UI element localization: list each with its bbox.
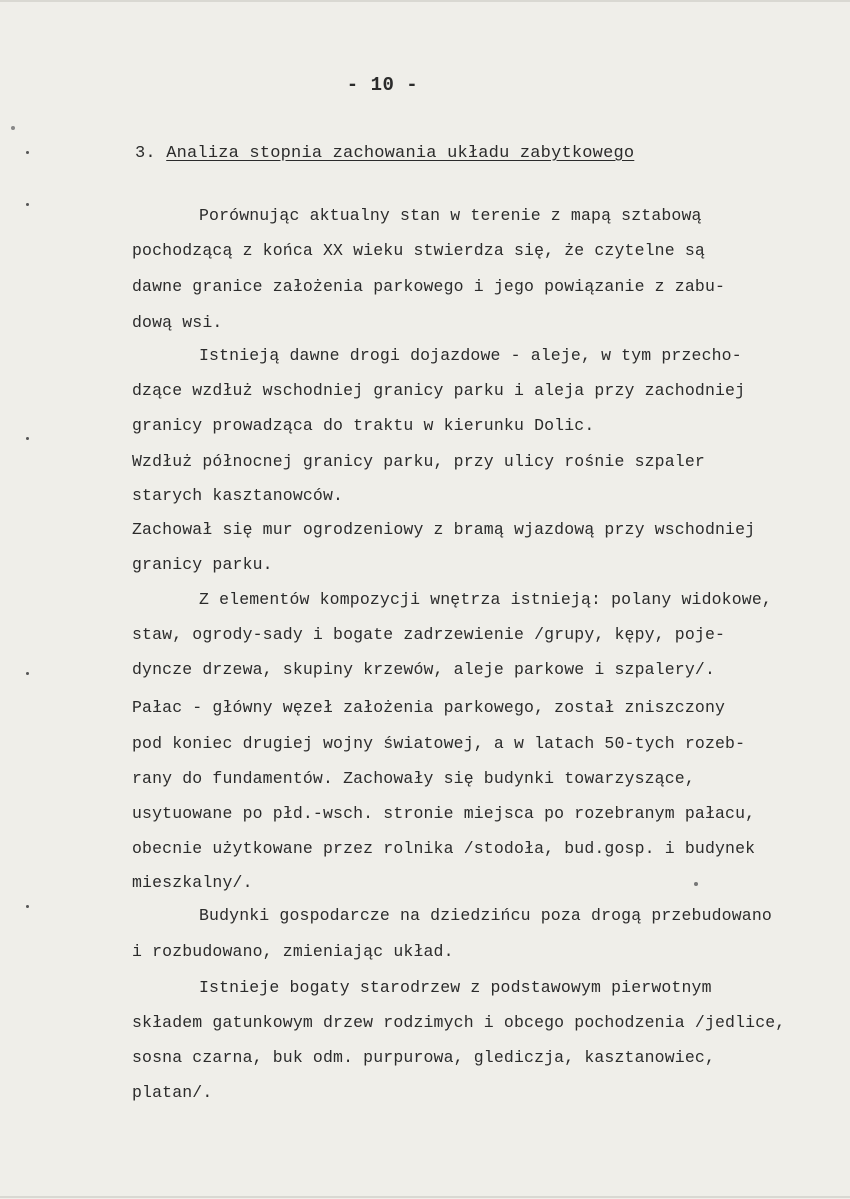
text-line: sosna czarna, buk odm. purpurowa, glediczja, kasztanowiec, xyxy=(132,1048,715,1067)
text-line: platan/. xyxy=(132,1083,213,1102)
text-line: pod koniec drugiej wojny światowej, a w latach 50-tych rozeb- xyxy=(132,734,746,753)
bottom-edge xyxy=(0,1196,850,1198)
top-edge xyxy=(0,0,850,2)
text-line: staw, ogrody-sady i bogate zadrzewienie /grupy, kępy, poje- xyxy=(132,625,726,644)
text-line: dową wsi. xyxy=(132,313,223,332)
text-line: dawne granice założenia parkowego i jego powiązanie z zabu- xyxy=(132,277,726,296)
text-line: usytuowane po płd.-wsch. stronie miejsca po rozebranym pałacu, xyxy=(132,804,756,823)
section-heading xyxy=(135,144,634,163)
scan-speck xyxy=(26,151,29,154)
text-line: Pałac - główny węzeł założenia parkowego, został zniszczony xyxy=(132,698,726,717)
text-line: dzące wzdłuż wschodniej granicy parku i aleja przy zachodniej xyxy=(132,381,746,400)
text-line: Z elementów kompozycji wnętrza istnieją: polany widokowe, xyxy=(199,590,772,609)
section-number: 3. xyxy=(135,144,156,163)
scan-speck xyxy=(11,126,15,130)
text-line: rany do fundamentów. Zachowały się budynki towarzyszące, xyxy=(132,769,695,788)
scan-speck xyxy=(26,905,29,908)
text-line: mieszkalny/. xyxy=(132,873,253,892)
text-line: i rozbudowano, zmieniając układ. xyxy=(132,942,454,961)
section-title: Analiza stopnia zachowania układu zabytkowego xyxy=(166,144,635,163)
scan-speck xyxy=(694,882,698,886)
text-line: obecnie użytkowane przez rolnika /stodoła, bud.gosp. i budynek xyxy=(132,839,756,858)
scan-speck xyxy=(26,203,29,206)
text-line: Zachował się mur ogrodzeniowy z bramą wjazdową przy wschodniej xyxy=(132,520,756,539)
text-line: Budynki gospodarcze na dziedzińcu poza drogą przebudowano xyxy=(199,906,772,925)
text-line: granicy prowadząca do traktu w kierunku Dolic. xyxy=(132,416,595,435)
text-line: pochodzącą z końca XX wieku stwierdza się, że czytelne są xyxy=(132,241,705,260)
text-line: granicy parku. xyxy=(132,555,273,574)
scan-speck xyxy=(26,672,29,675)
scan-speck xyxy=(26,437,29,440)
text-line: Istnieją dawne drogi dojazdowe - aleje, w tym przecho- xyxy=(199,346,742,365)
text-line: Wzdłuż północnej granicy parku, przy ulicy rośnie szpaler xyxy=(132,452,705,471)
text-line: Porównując aktualny stan w terenie z mapą sztabową xyxy=(199,206,702,225)
text-line: składem gatunkowym drzew rodzimych i obcego pochodzenia /jedlice, xyxy=(132,1013,786,1032)
page-number: - 10 - xyxy=(346,74,419,96)
text-line: Istnieje bogaty starodrzew z podstawowym pierwotnym xyxy=(199,978,712,997)
text-line: starych kasztanowców. xyxy=(132,486,344,505)
text-line: dyncze drzewa, skupiny krzewów, aleje parkowe i szpalery/. xyxy=(132,660,715,679)
